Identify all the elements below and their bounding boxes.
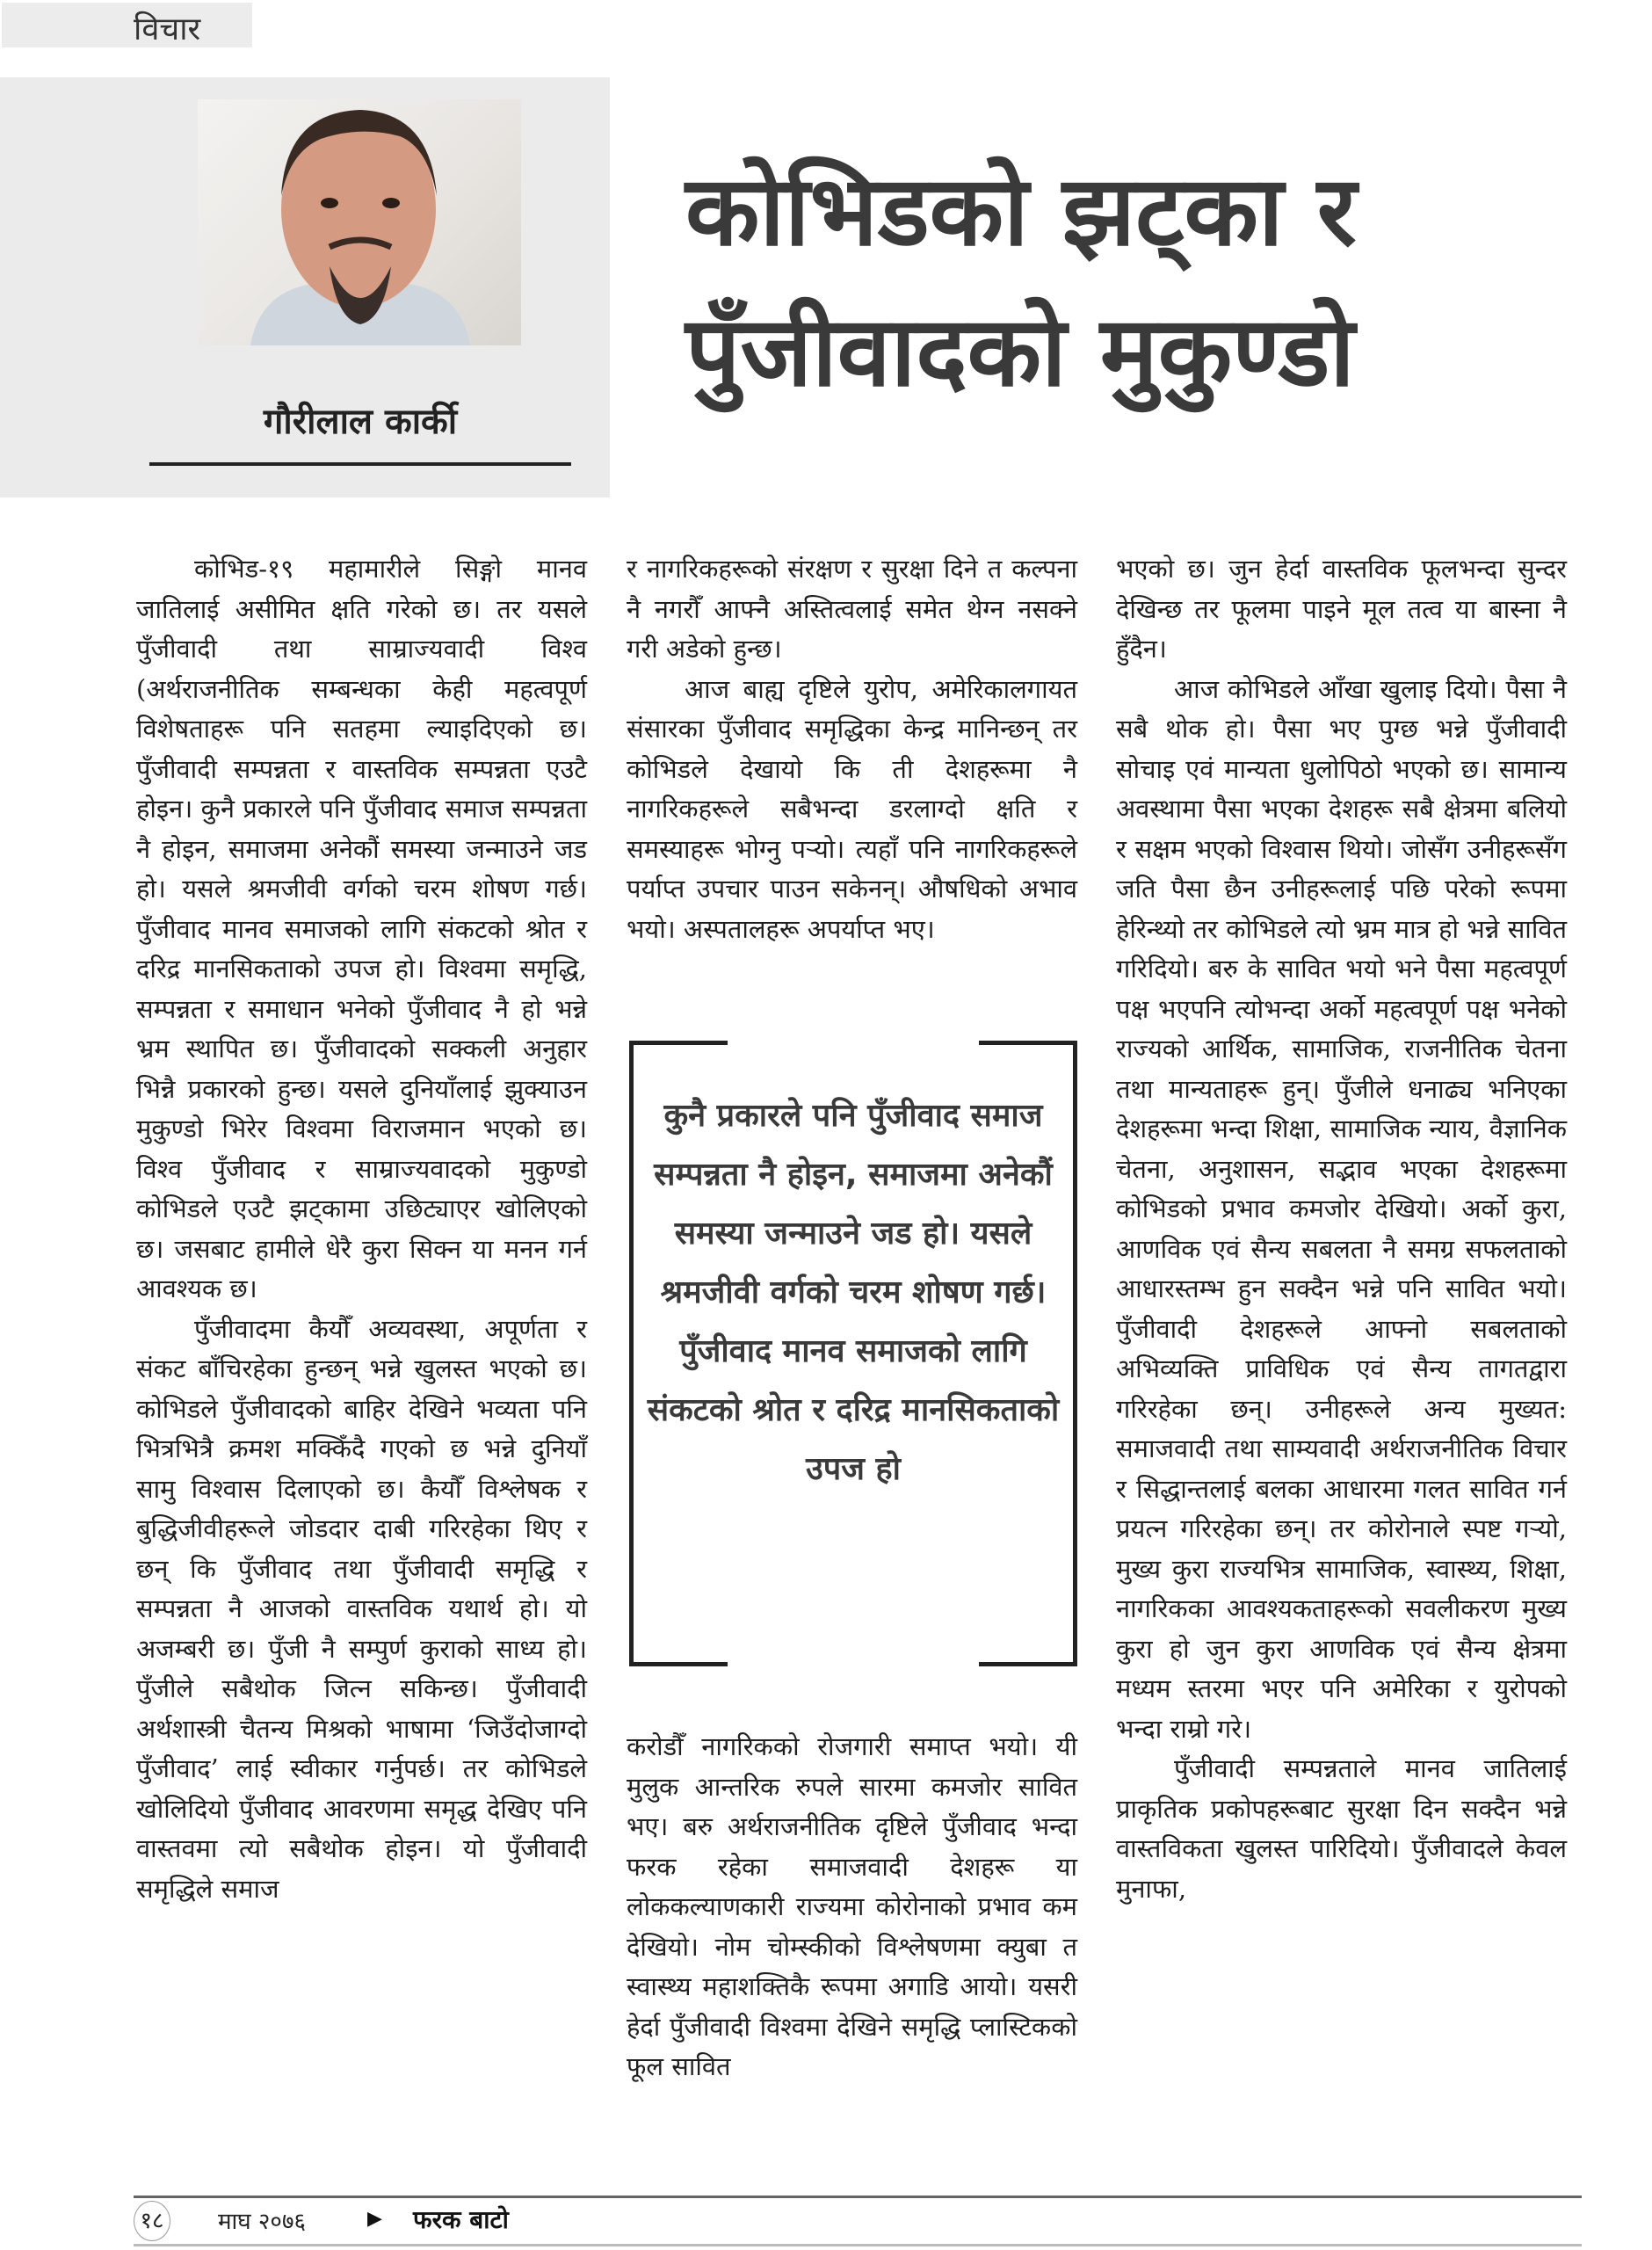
paragraph: पुँजीवादमा कैयौँ अव्यवस्था, अपूर्णता र संकट बाँचिरहेका हुन्छन् भन्ने खुलस्त भएको छ। कोभिडले पुँजीवादको बाहिर देखिने भव्यता पनि भित्रभित्रै क्रमश मक्किँदै गएको छ भन्ने दुनियाँ सामु विश्वास दिलाएको छ। कैयौँ विश्लेषक र बुद्धिजीवीहरूले जोडदार दाबी गरिरहेका थिए र छन् कि पुँजीवाद तथा पुँजीवादी समृद्धि र सम्पन्नता नै आजको वास्तविक यथार्थ हो। यो अजम्बरी छ। पुँजी नै सम्पुर्ण कुराको साध्य हो। पुँजीले सबैथोक जित्न सकिन्छ। पुँजीवादी अर्थशास्त्री चैतन्य मिश्रको भाषामा ‘जिउँदोजाग्दो पुँजीवाद’ लाई स्वीकार गर्नुपर्छ। तर कोभिडले खोलिदियो पुँजीवाद आवरणमा समृद्ध देखिए पनि वास्तवमा त्यो सबैथोक होइन। यो पुँजीवादी समृद्धिले समाज (136, 1313, 587, 1904)
footer-top-rule (134, 2196, 1582, 2198)
footer-bottom-rule (134, 2244, 1582, 2246)
headline (685, 141, 1564, 422)
triangle-right-icon: ▶ (367, 2208, 382, 2230)
paragraph: र नागरिकहरूको संरक्षण र सुरक्षा दिने त कल्पना नै नगरौँ आफ्नै अस्तित्वलाई समेत थेग्न नसक्ने गरी अडेको हुन्छ। (627, 554, 1077, 664)
page-number: १८ (134, 2201, 170, 2241)
author-box (0, 77, 610, 497)
author-divider (149, 462, 571, 466)
paragraph: पुँजीवादी सम्पन्नताले मानव जातिलाई प्राकृतिक प्रकोपहरूबाट सुरक्षा दिन सक्दैन भन्ने वास्तविकता खुलस्त पारिदियो। पुँजीवादले केवल मुनाफा, (1116, 1753, 1567, 1904)
paragraph: भएको छ। जुन हेर्दा वास्तविक फूलभन्दा सुन्दर देखिन्छ तर फूलमा पाइने मूल तत्व या बास्ना नै हुँदैन। (1116, 554, 1567, 664)
paragraph: आज बाह्य दृष्टिले युरोप, अमेरिकालगायत संसारका पुँजीवाद समृद्धिका केन्द्र मानिन्छन् तर कोभिडले देखायो कि ती देशहरूमा नै नागरिकहरूले सबैभन्दा डरलाग्दो क्षति र समस्याहरू भोग्नु पर्‍यो। त्यहाँ पनि नागरिकहरूले पर्याप्त उपचार पाउन सकेनन्। औषधिको अभाव भयो। अस्पतालहरू अपर्याप्त भए। (627, 673, 1077, 944)
headline-line-2: पुँजीवादको मुकुण्डो (685, 295, 1355, 408)
author-portrait-icon (198, 99, 521, 345)
magazine-name: फरक बाटो (413, 2205, 509, 2234)
section-tab (2, 3, 252, 47)
paragraph: कोभिड-१९ महामारीले सिङ्गो मानव जातिलाई असीमित क्षति गरेको छ। तर यसले पुँजीवादी तथा साम्राज्यवादी विश्व (अर्थराजनीतिक सम्बन्धका केही महत्वपूर्ण विशेषताहरू पनि सतहमा ल्याइदिएको छ। पुँजीवादी सम्पन्नता र वास्तविक सम्पन्नता एउटै होइन। कुनै प्रकारले पनि पुँजीवाद समाज सम्पन्नता नै होइन, समाजमा अनेकौं समस्या जन्माउने जड हो। यसले श्रमजीवी वर्गको चरम शोषण गर्छ। पुँजीवाद मानव समाजको लागि संकटको श्रोत र दरिद्र मानसिकताको उपज हो। विश्वमा समृद्धि, सम्पन्नता र समाधान भनेको पुँजीवाद नै हो भन्ने भ्रम स्थापित छ। पुँजीवादको सक्कली अनुहार भिन्नै प्रकारको हुन्छ। यसले दुनियाँलाई झुक्याउन मुकुण्डो भिरेर विश्वमा विराजमान भएको छ। विश्व पुँजीवाद र साम्राज्यवादको मुकुण्डो कोभिडले एउटै झट्कामा उछिट्याएर खोलिएको छ। जसबाट हामीले धेरै कुरा सिक्न या मनन गर्न आवश्यक छ। (136, 554, 587, 1303)
issue-date: माघ २०७६ (218, 2209, 306, 2235)
pull-quote-text: कुनै प्रकारले पनि पुँजीवाद समाज सम्पन्नता नै होइन, समाजमा अनेकौं समस्या जन्माउने जड हो। यसले श्रमजीवी वर्गको चरम शोषण गर्छ। पुँजीवाद मानव समाजको लागि संकटको श्रोत र दरिद्र मानसिकताको उपज हो (647, 1098, 1060, 1487)
article-column-3 (1116, 549, 1567, 1909)
paragraph: करोडौँ नागरिकको रोजगारी समाप्त भयो। यी मुलुक आन्तरिक रुपले सारमा कमजोर सावित भए। बरु अर्थराजनीतिक दृष्टिले पुँजीवाद भन्दा फरक रहेका समाजवादी देशहरू या लोककल्याणकारी राज्यमा कोरोनाको प्रभाव कम देखियो। नोम चोम्स्कीको विश्लेषणमा क्युबा त स्वास्थ्य महाशक्तिकै रूपमा अगाडि आयो। यसरी हेर्दा पुँजीवादी विश्वमा देखिने समृद्धि प्लास्टिकको फूल सावित (627, 1731, 1077, 2081)
article-column-2-top (627, 549, 1077, 949)
headline-line-1: कोभिडको झट्का र (685, 155, 1357, 267)
author-photo (198, 99, 521, 345)
article-column-1 (136, 549, 587, 1909)
pull-quote (629, 1041, 1077, 1666)
author-name: गौरीलाल कार्की (263, 402, 458, 442)
paragraph: आज कोभिडले आँखा खुलाइ दियो। पैसा नै सबै थोक हो। पैसा भए पुग्छ भन्ने पुँजीवादी सोचाइ एवं मान्यता धुलोपिठो भएको छ। सामान्य अवस्थामा पैसा भएका देशहरू सबै क्षेत्रमा बलियो र सक्षम भएको विश्वास थियो। जोसँग उनीहरूसँग जति पैसा छैन उनीहरूलाई पछि परेको रूपमा हेरिन्थ्यो तर कोभिडले त्यो भ्रम मात्र हो भन्ने सावित गरिदियो। बरु के सावित भयो भने पैसा महत्वपूर्ण पक्ष भएपनि त्योभन्दा अर्को महत्वपूर्ण पक्ष भनेको राज्यको आर्थिक, सामाजिक, राजनीतिक चेतना तथा मान्यताहरू हुन्। पुँजीले धनाढ्य भनिएका देशहरूमा भन्दा शिक्षा, सामाजिक न्याय, वैज्ञानिक चेतना, अनुशासन, सद्भाव भएका देशहरूमा कोभिडको प्रभाव कमजोर देखियो। अर्को कुरा, आणविक एवं सैन्य सबलता नै समग्र सफलताको आधारस्तम्भ हुन सक्दैन भन्ने पनि सावित भयो। पुँजीवादी देशहरूले आफ्नो सबलताको अभिव्यक्ति प्राविधिक एवं सैन्य तागतद्वारा गरिरहेका छन्। उनीहरूले अन्य मुख्यत: समाजवादी तथा साम्यवादी अर्थराजनीतिक विचार र सिद्धान्तलाई बलका आधारमा गलत सावित गर्न प्रयत्न गरिरहेका छन्। तर कोरोनाले स्पष्ट गर्‍यो, मुख्य कुरा राज्यभित्र सामाजिक, स्वास्थ्य, शिक्षा, नागरिकका आवश्यकताहरूको सवलीकरण मुख्य कुरा हो जुन कुरा आणविक एवं सैन्य क्षेत्रमा मध्यम स्तरमा भएर पनि अमेरिका र युरोपको भन्दा राम्रो गरे। (1116, 673, 1567, 1744)
section-label: विचार (134, 11, 201, 47)
article-column-2-bottom (627, 1727, 1077, 2087)
